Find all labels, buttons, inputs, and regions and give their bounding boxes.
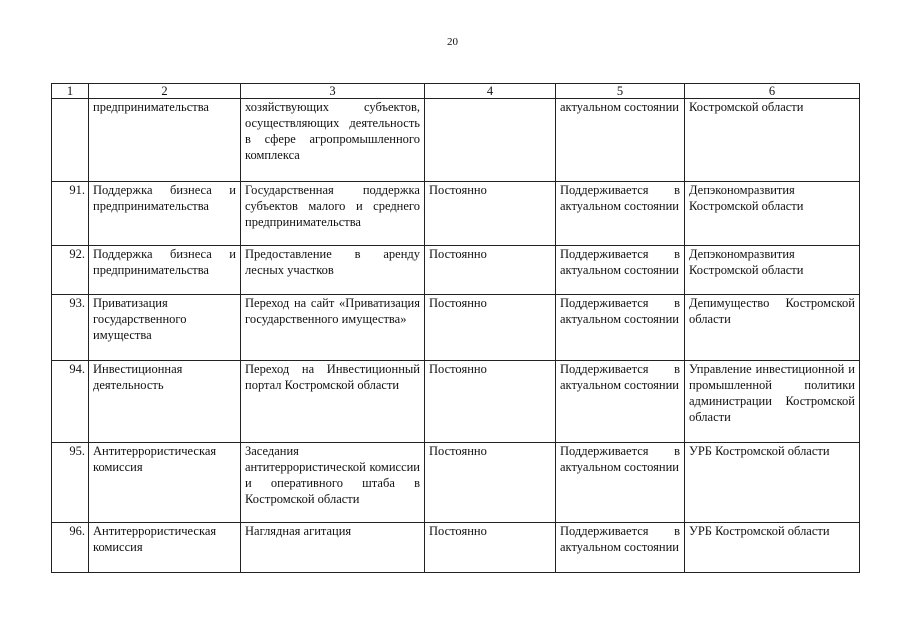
row-number: 91. <box>52 182 89 246</box>
row-number: 96. <box>52 523 89 573</box>
row-measure: Наглядная агитация <box>241 523 425 573</box>
page-number: 20 <box>447 36 458 48</box>
row-term <box>425 99 556 182</box>
table-row <box>52 361 860 443</box>
row-responsible: Депэкономразвития Костромской области <box>685 246 860 295</box>
row-area: Поддержка бизнеса и предпринимательства <box>89 246 241 295</box>
row-number <box>52 99 89 182</box>
row-term: Постоянно <box>425 361 556 443</box>
row-responsible: Костромской области <box>685 99 860 182</box>
row-term: Постоянно <box>425 443 556 523</box>
row-measure: Предоставление в аренду лесных участков <box>241 246 425 295</box>
row-term: Постоянно <box>425 182 556 246</box>
row-term: Постоянно <box>425 523 556 573</box>
table-row <box>52 443 860 523</box>
row-area: Поддержка бизнеса и предпринимательства <box>89 182 241 246</box>
row-measure: Переход на Инвестиционный портал Костромской области <box>241 361 425 443</box>
row-number: 93. <box>52 295 89 361</box>
table-row <box>52 246 860 295</box>
row-number: 92. <box>52 246 89 295</box>
table-header-row <box>52 84 860 99</box>
row-measure: хозяйствующих субъектов, осуществляющих деятельность в сфере агропромышленного комплекса <box>241 99 425 182</box>
row-status: Поддерживается в актуальном состоянии <box>556 443 685 523</box>
column-header-1: 1 <box>52 84 89 99</box>
row-area: Антитеррористическая комиссия <box>89 443 241 523</box>
row-number: 94. <box>52 361 89 443</box>
row-status: Поддерживается в актуальном состоянии <box>556 361 685 443</box>
row-measure: Переход на сайт «Приватизация государственного имущества» <box>241 295 425 361</box>
row-measure: Заседания антитеррористической комиссии и оперативного штаба в Костромской области <box>241 443 425 523</box>
row-responsible: Управление инвестиционной и промышленной политики администрации Костромской области <box>685 361 860 443</box>
row-area: Инвестиционная деятельность <box>89 361 241 443</box>
column-header-6: 6 <box>685 84 860 99</box>
document-table <box>51 83 860 573</box>
row-responsible: Депимущество Костромской области <box>685 295 860 361</box>
row-responsible: Депэкономразвития Костромской области <box>685 182 860 246</box>
row-status: Поддерживается в актуальном состоянии <box>556 295 685 361</box>
row-area: Антитеррористическая комиссия <box>89 523 241 573</box>
column-header-5: 5 <box>556 84 685 99</box>
row-area: Приватизация государственного имущества <box>89 295 241 361</box>
table-row <box>52 99 860 182</box>
table-row <box>52 182 860 246</box>
row-responsible: УРБ Костромской области <box>685 443 860 523</box>
row-status: Поддерживается в актуальном состоянии <box>556 182 685 246</box>
row-term: Постоянно <box>425 295 556 361</box>
row-measure: Государственная поддержка субъектов малого и среднего предпринимательства <box>241 182 425 246</box>
column-header-4: 4 <box>425 84 556 99</box>
column-header-3: 3 <box>241 84 425 99</box>
row-responsible: УРБ Костромской области <box>685 523 860 573</box>
column-header-2: 2 <box>89 84 241 99</box>
row-status: Поддерживается в актуальном состоянии <box>556 523 685 573</box>
row-area: предпринимательства <box>89 99 241 182</box>
row-term: Постоянно <box>425 246 556 295</box>
table-row <box>52 523 860 573</box>
row-status: актуальном состоянии <box>556 99 685 182</box>
table-row <box>52 295 860 361</box>
row-status: Поддерживается в актуальном состоянии <box>556 246 685 295</box>
row-number: 95. <box>52 443 89 523</box>
